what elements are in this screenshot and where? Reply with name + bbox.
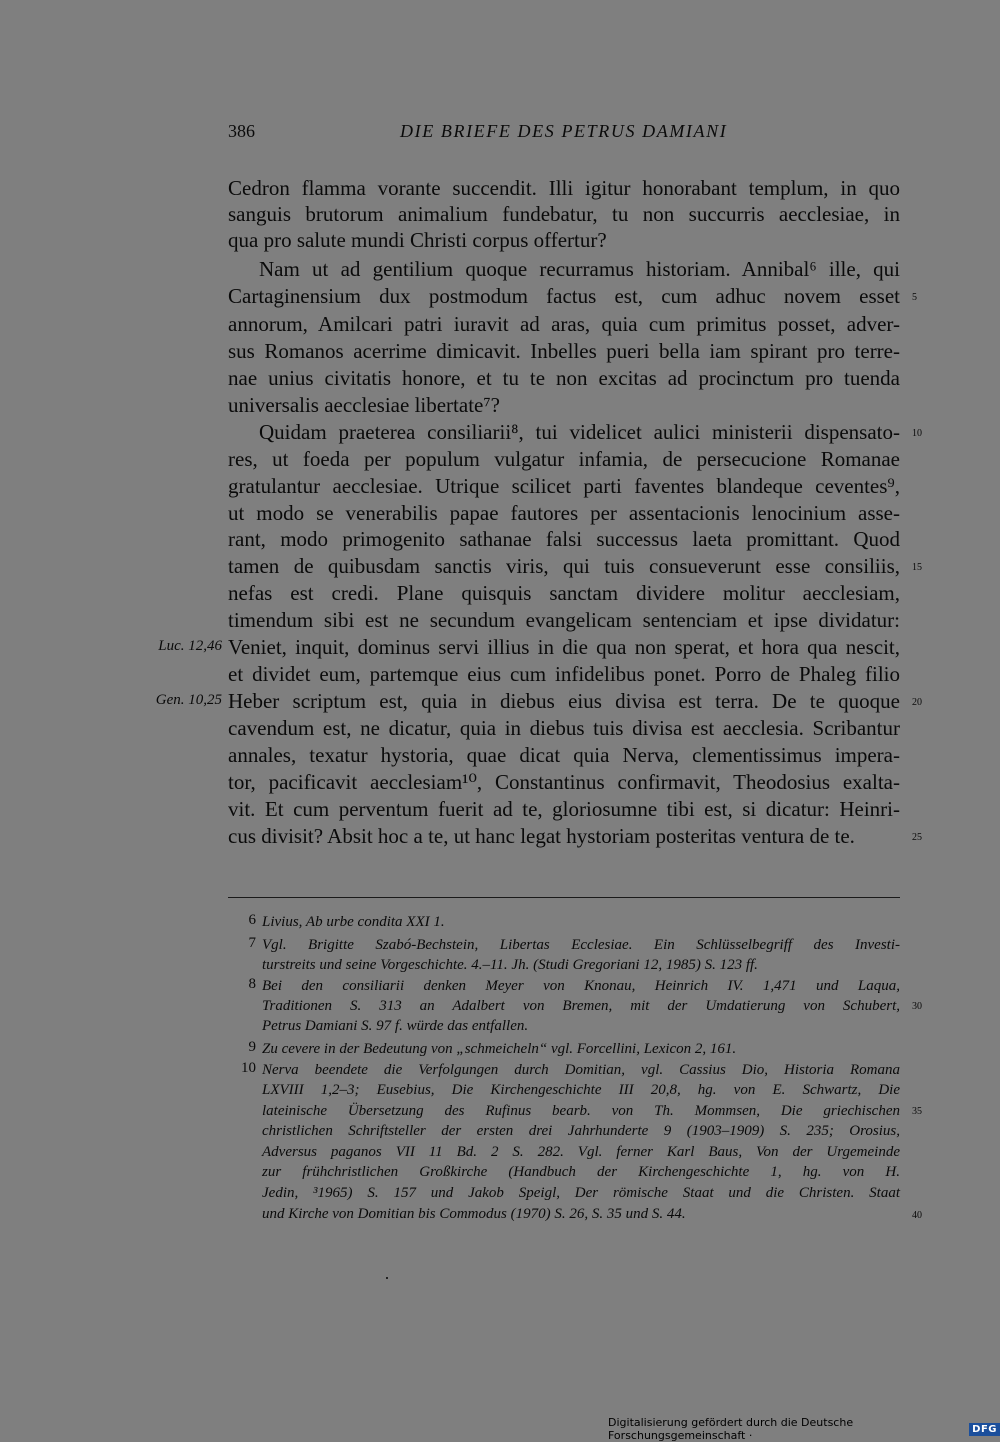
credit-text: Digitalisierung gefördert durch die Deutsche Forschungsgemeinschaft · <box>608 1416 854 1442</box>
digitization-credit <box>608 1416 1000 1442</box>
footnote-line: LXVIII 1,2–3; Eusebius, Die Kirchengeschichte III 20,8, hg. von E. Schwartz, Die <box>262 1082 900 1098</box>
body-line: universalis aecclesiae libertate⁷? <box>228 393 501 417</box>
body-line: vit. Et cum perventum fuerit ad te, gloriosumne tibi est, si dicatur: Heinri- <box>228 797 900 821</box>
page-number: 386 <box>228 121 255 141</box>
line-number: 30 <box>912 1001 922 1012</box>
footnote-divider <box>228 897 900 898</box>
body-line: qua pro salute mundi Christi corpus offertur? <box>228 228 607 252</box>
running-title: DIE BRIEFE DES PETRUS DAMIANI <box>400 121 728 141</box>
line-number: 15 <box>912 562 922 573</box>
body-line: gratulantur aecclesiae. Utrique scilicet parti faventes blandeque ceventes⁹, <box>228 474 900 498</box>
body-line: tamen de quibusdam sanctis viris, qui tuis consueverunt esse consiliis, <box>228 554 900 578</box>
footnote-line: Livius, Ab urbe condita XXI 1. <box>262 914 445 930</box>
footnote-line: Zu cevere in der Bedeutung von „schmeicheln“ vgl. Forcellini, Lexicon 2, 161. <box>262 1041 737 1057</box>
body-line: timendum sibi est ne secundum evangelicam sentenciam et ipse dividatur: <box>228 608 900 632</box>
body-line: cavendum est, ne dicatur, quia in diebus tuis divisa est aecclesia. Scribantur <box>228 716 900 740</box>
footnote-line: Jedin, ³1965) S. 157 und Jakob Speigl, Der römische Staat und die Christen. Staat <box>262 1185 900 1201</box>
body-line: res, ut foeda per populum vulgatur infamia, de persecucione Romanae <box>228 447 900 471</box>
body-line: Cartaginensium dux postmodum factus est, cum adhuc novem esset <box>228 284 900 308</box>
footnote-line: und Kirche von Domitian bis Commodus (1970) S. 26, S. 35 und S. 44. <box>262 1206 686 1222</box>
body-line: ut modo se venerabilis papae fautores per assentacionis lenocinium asse- <box>228 501 900 525</box>
margin-note-reference: Luc. 12,46 <box>158 638 222 654</box>
footnote-line: christlichen Schriftsteller der ersten drei Jahrhunderte 9 (1903–1909) S. 235; Orosius, <box>262 1123 900 1139</box>
footnote-number: 7 <box>248 935 256 951</box>
body-line: annales, texatur hystoria, quae dicat quia Nerva, clementissimus impera- <box>228 743 900 767</box>
footnote-line: lateinische Übersetzung des Rufinus bearb. von Th. Mommsen, Die griechischen <box>262 1103 900 1119</box>
line-number: 40 <box>912 1210 922 1221</box>
body-line: cus divisit? Absit hoc a te, ut hanc legat hystoriam posteritas ventura de te. <box>228 824 855 848</box>
body-line: et dividet eum, partemque eius cum infidelibus ponet. Porro de Phaleg filio <box>228 662 900 686</box>
line-number: 35 <box>912 1106 922 1117</box>
dfg-logo-icon: DFG <box>969 1423 1000 1436</box>
body-line: sanguis brutorum animalium fundebatur, tu non succurris aecclesiae, in <box>228 202 900 226</box>
margin-note-reference: Gen. 10,25 <box>155 692 222 708</box>
body-line: nae unius civitatis honore, et tu te non excitas ad procinctum pro tuenda <box>228 366 900 390</box>
body-line: Veniet, inquit, dominus servi illius in die qua non sperat, et hora qua nescit, <box>228 635 900 659</box>
footnote-line: Bei den consiliarii denken Meyer von Knonau, Heinrich IV. 1,471 und Laqua, <box>262 978 900 994</box>
footnote-number: 6 <box>248 912 256 928</box>
footnote-number: 10 <box>241 1060 256 1076</box>
body-line: Heber scriptum est, quia in diebus eius divisa est terra. De te quoque <box>228 689 900 713</box>
body-line: Nam ut ad gentilium quoque recurramus historiam. Annibal⁶ ille, qui <box>259 257 900 281</box>
body-line: Cedron flamma vorante succendit. Illi igitur honorabant templum, in quo <box>228 176 900 200</box>
page-header <box>228 121 900 147</box>
body-line: rant, modo primogenito sathanae falsi successus laeta promittant. Quod <box>228 527 900 551</box>
body-line: sus Romanos acerrime dimicavit. Inbelles pueri bella iam spirant pro terre- <box>228 339 900 363</box>
footnote-line: zur frühchristlichen Großkirche (Handbuch der Kirchengeschichte 1, hg. von H. <box>262 1164 900 1180</box>
line-number: 25 <box>912 832 922 843</box>
line-number: 10 <box>912 428 922 439</box>
footnote-line: turstreits und seine Vorgeschichte. 4.–11. Jh. (Studi Gregoriani 12, 1985) S. 123 ff. <box>262 957 758 973</box>
body-line: Quidam praeterea consiliarii⁸, tui videlicet aulici ministerii dispensato- <box>259 420 900 444</box>
body-line: nefas est credi. Plane quisquis sanctam dividere molitur aecclesiam, <box>228 581 900 605</box>
scan-speck <box>386 1277 388 1279</box>
footnote-line: Petrus Damiani S. 97 f. würde das entfallen. <box>262 1018 529 1034</box>
footnote-number: 8 <box>248 976 256 992</box>
line-number: 20 <box>912 697 922 708</box>
body-line: tor, pacificavit aecclesiam¹⁰, Constantinus confirmavit, Theodosius exalta- <box>228 770 900 794</box>
footnote-line: Vgl. Brigitte Szabó-Bechstein, Libertas Ecclesiae. Ein Schlüsselbegriff des Investi- <box>262 937 900 953</box>
footnote-line: Adversus paganos VII 11 Bd. 2 S. 282. Vgl. ferner Karl Baus, Von der Urgemeinde <box>262 1144 900 1160</box>
footnote-line: Nerva beendete die Verfolgungen durch Domitian, vgl. Cassius Dio, Historia Romana <box>262 1062 900 1078</box>
footnote-line: Traditionen S. 313 an Adalbert von Bremen, mit der Umdatierung von Schubert, <box>262 998 900 1014</box>
line-number: 5 <box>912 292 917 303</box>
footnote-number: 9 <box>248 1039 256 1055</box>
body-line: annorum, Amilcari patri iuravit ad aras, quia cum primitus posset, adver- <box>228 312 900 336</box>
